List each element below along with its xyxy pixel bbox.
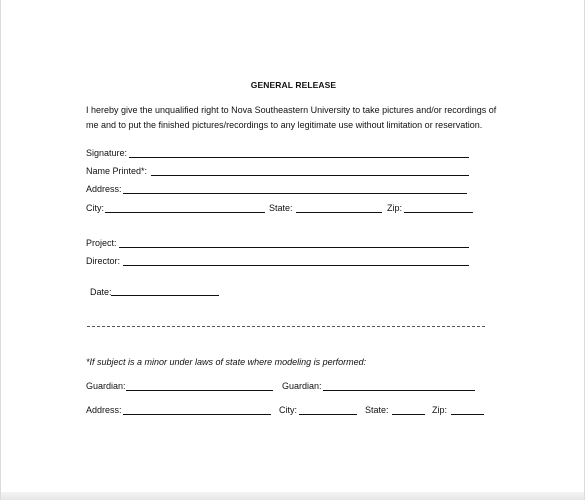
state-line[interactable] [296, 212, 382, 213]
guardian-address-line[interactable] [123, 414, 271, 415]
state-label: State: [269, 203, 293, 213]
director-line[interactable] [123, 265, 469, 266]
release-statement: I hereby give the unqualified right to Nova Southeastern University to take pictures and/or recordings of me and to put the finished pictures/recordings to any legitimate use without limitation or reservation. [86, 105, 497, 130]
date-label: Date: [90, 287, 112, 297]
name-printed-line[interactable] [151, 175, 469, 176]
signature-label: Signature: [86, 148, 128, 158]
document-title: GENERAL RELEASE [250, 80, 337, 90]
guardian-zip-label: Zip: [432, 405, 448, 415]
page-edge [1, 492, 584, 500]
guardian-1-line[interactable] [126, 390, 273, 391]
name-printed-label: Name Printed*: [86, 166, 148, 176]
address-label: Address: [86, 184, 122, 194]
address-line[interactable] [123, 193, 467, 194]
project-line[interactable] [119, 247, 469, 248]
guardian-address-label: Address: [86, 405, 122, 415]
guardian-2-label: Guardian: [282, 381, 322, 391]
project-label: Project: [86, 238, 117, 248]
city-label: City: [86, 203, 104, 213]
guardian-state-line[interactable] [392, 414, 425, 415]
zip-label: Zip: [387, 203, 403, 213]
zip-line[interactable] [404, 212, 473, 213]
guardian-city-line[interactable] [299, 414, 357, 415]
director-label: Director: [86, 256, 121, 266]
guardian-2-line[interactable] [323, 390, 475, 391]
minor-note: *If subject is a minor under laws of state where modeling is performed: [86, 357, 367, 367]
guardian-zip-line[interactable] [451, 414, 484, 415]
signature-line[interactable] [129, 157, 469, 158]
section-divider [87, 326, 485, 327]
city-line[interactable] [105, 212, 265, 213]
guardian-state-label: State: [365, 405, 389, 415]
guardian-city-label: City: [279, 405, 297, 415]
guardian-1-label: Guardian: [86, 381, 126, 391]
date-line[interactable] [111, 295, 219, 296]
